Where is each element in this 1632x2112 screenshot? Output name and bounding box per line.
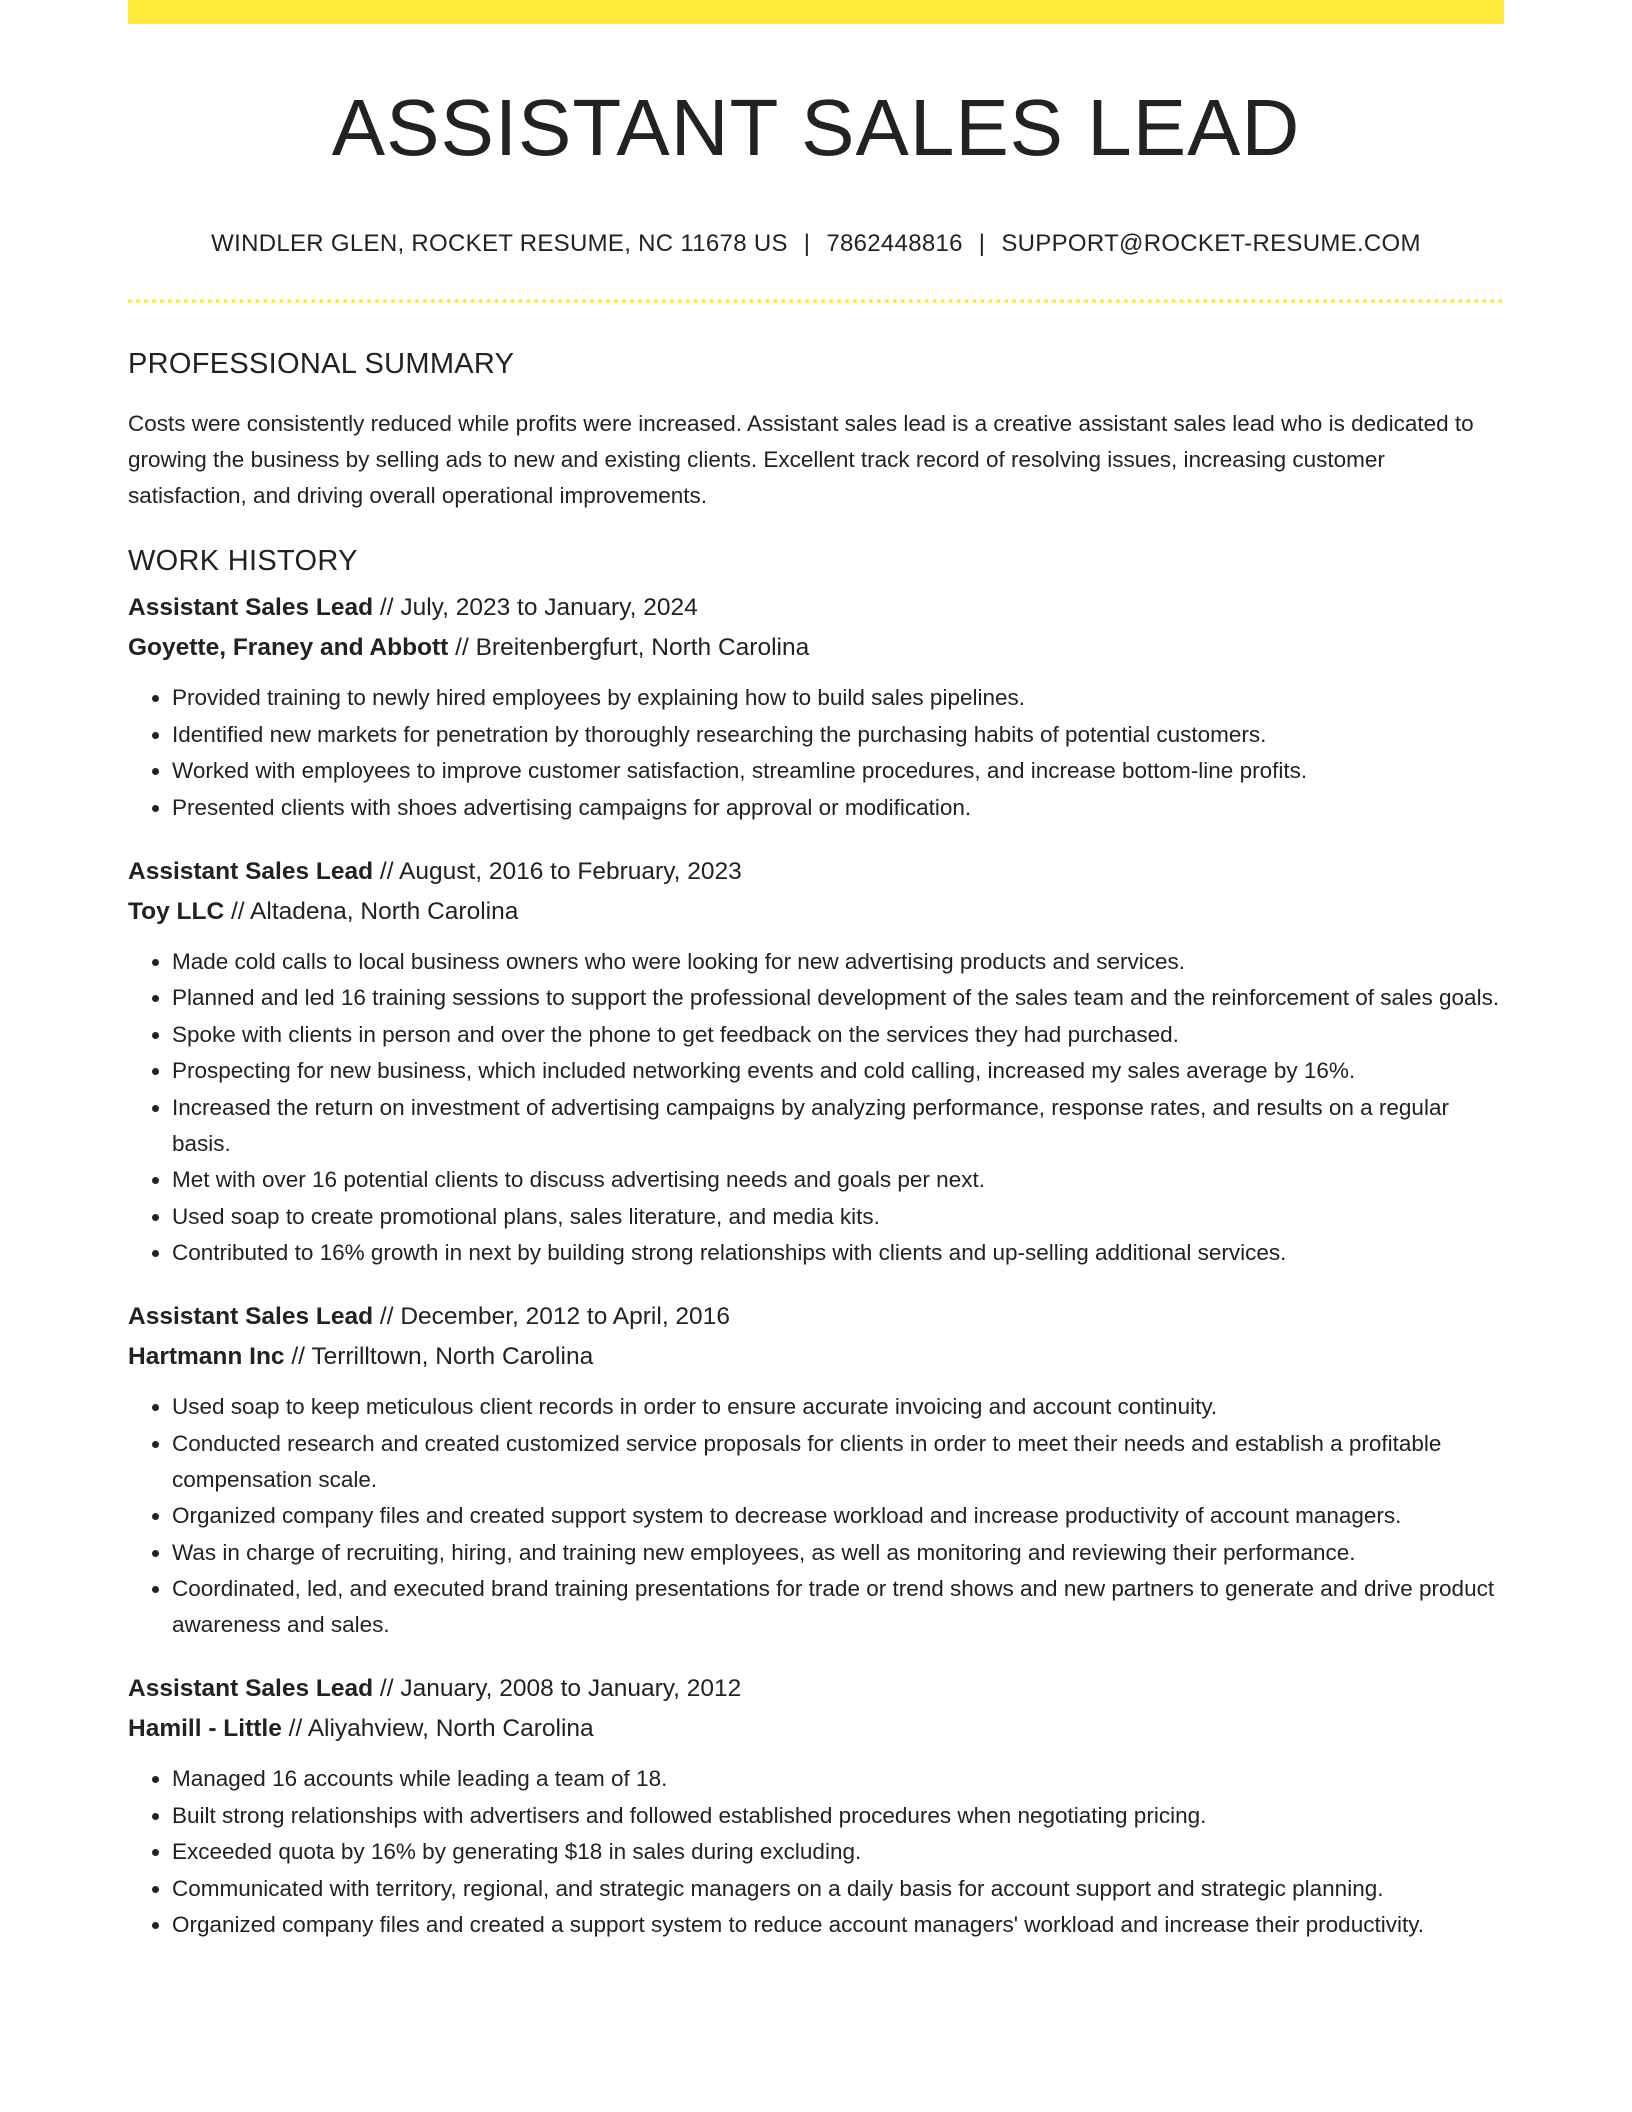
job-bullet: • Exceeded quota by 16% by generating $18 in sales during excluding. (172, 1834, 1504, 1870)
job-company-line (128, 1337, 1504, 1377)
job-bullets (128, 1389, 1504, 1643)
job-bullet: • Was in charge of recruiting, hiring, and training new employees, as well as monitoring and reviewing their performance. (172, 1535, 1504, 1571)
contact-separator: | (803, 230, 811, 257)
job-location: // Aliyahview, North Carolina (281, 1715, 594, 1743)
job-bullets (128, 944, 1504, 1272)
job-entry (128, 1297, 1504, 1643)
summary-heading: PROFESSIONAL SUMMARY (128, 347, 515, 380)
job-location: // Terrilltown, North Carolina (284, 1343, 594, 1371)
job-bullet: • Planned and led 16 training sessions to support the professional development of the sales team and the reinforcement of sales goals. (172, 980, 1504, 1016)
job-entry (128, 588, 1504, 826)
dotted-divider (128, 299, 1504, 303)
job-bullet: • Conducted research and created customized service proposals for clients in order to meet their needs and establish a profitable compensation scale. (172, 1426, 1504, 1498)
job-title: Assistant Sales Lead (128, 857, 374, 885)
job-dates: // August, 2016 to February, 2023 (373, 857, 742, 885)
resume-page (128, 0, 1504, 1944)
job-bullet: • Worked with employees to improve customer satisfaction, streamline procedures, and increase bottom-line profits. (172, 753, 1504, 789)
candidate-name: ASSISTANT SALES LEAD (331, 83, 1301, 172)
work-history-list (128, 588, 1504, 1943)
job-bullet: • Used soap to keep meticulous client records in order to ensure accurate invoicing and account continuity. (172, 1389, 1504, 1425)
job-entry (128, 852, 1504, 1272)
job-dates: // December, 2012 to April, 2016 (373, 1303, 730, 1331)
contact-email: SUPPORT@ROCKET-RESUME.COM (1001, 230, 1421, 257)
job-bullet: • Organized company files and created support system to decrease workload and increase productivity of account managers. (172, 1498, 1504, 1534)
job-company: Hartmann Inc (128, 1343, 285, 1371)
job-bullet: • Identified new markets for penetration by thoroughly researching the purchasing habits of potential customers. (172, 717, 1504, 753)
job-bullet: • Spoke with clients in person and over the phone to get feedback on the services they had purchased. (172, 1017, 1504, 1053)
job-company-line (128, 892, 1504, 932)
contact-address: WINDLER GLEN, ROCKET RESUME, NC 11678 US (211, 230, 788, 257)
job-title-line (128, 588, 1504, 628)
job-location: // Altadena, North Carolina (224, 897, 519, 925)
job-title: Assistant Sales Lead (128, 1303, 374, 1331)
job-company: Hamill - Little (128, 1715, 282, 1743)
summary-text: Costs were consistently reduced while profits were increased. Assistant sales lead is a creative assistant sales lead who is dedicated to growing the business by selling ads to new and existing clients. Excellent track record of resolving issues, increasing customer satisfaction, and driving overall operational improvements. (128, 410, 1474, 508)
job-bullet: • Organized company files and created a support system to reduce account managers' workload and increase their productivity. (172, 1907, 1504, 1943)
job-bullet: • Made cold calls to local business owners who were looking for new advertising products and services. (172, 944, 1504, 980)
job-company-line (128, 1709, 1504, 1749)
job-bullet: • Built strong relationships with advertisers and followed established procedures when negotiating pricing. (172, 1798, 1504, 1834)
job-title-line (128, 1669, 1504, 1709)
accent-top-bar (128, 0, 1504, 24)
job-title: Assistant Sales Lead (128, 594, 374, 622)
job-bullet: • Provided training to newly hired employees by explaining how to build sales pipelines. (172, 680, 1504, 716)
job-bullet: • Met with over 16 potential clients to discuss advertising needs and goals per next. (172, 1162, 1504, 1198)
job-bullets (128, 680, 1504, 826)
job-title: Assistant Sales Lead (128, 1675, 374, 1703)
job-bullet: • Coordinated, led, and executed brand training presentations for trade or trend shows and new partners to generate and drive product awareness and sales. (172, 1571, 1504, 1643)
job-company: Goyette, Franey and Abbott (128, 634, 449, 662)
contact-phone: 7862448816 (826, 230, 963, 257)
job-company: Toy LLC (128, 897, 225, 925)
job-company-line (128, 628, 1504, 668)
job-dates: // July, 2023 to January, 2024 (373, 594, 698, 622)
work-history-heading: WORK HISTORY (128, 544, 358, 577)
contact-line (128, 230, 1504, 259)
job-bullets (128, 1761, 1504, 1943)
job-bullet: • Increased the return on investment of advertising campaigns by analyzing performance, response rates, and results on a regular basis. (172, 1090, 1504, 1162)
job-entry (128, 1669, 1504, 1943)
contact-separator: | (978, 230, 986, 257)
job-bullet: • Prospecting for new business, which included networking events and cold calling, increased my sales average by 16%. (172, 1053, 1504, 1089)
job-bullet: • Communicated with territory, regional, and strategic managers on a daily basis for account support and strategic planning. (172, 1871, 1504, 1907)
job-bullet: • Presented clients with shoes advertising campaigns for approval or modification. (172, 790, 1504, 826)
job-bullet: • Contributed to 16% growth in next by building strong relationships with clients and up-selling additional services. (172, 1235, 1504, 1271)
job-dates: // January, 2008 to January, 2012 (373, 1675, 742, 1703)
job-bullet: • Managed 16 accounts while leading a team of 18. (172, 1761, 1504, 1797)
job-bullet: • Used soap to create promotional plans, sales literature, and media kits. (172, 1199, 1504, 1235)
job-location: // Breitenbergfurt, North Carolina (448, 634, 810, 662)
job-title-line (128, 852, 1504, 892)
job-title-line (128, 1297, 1504, 1337)
